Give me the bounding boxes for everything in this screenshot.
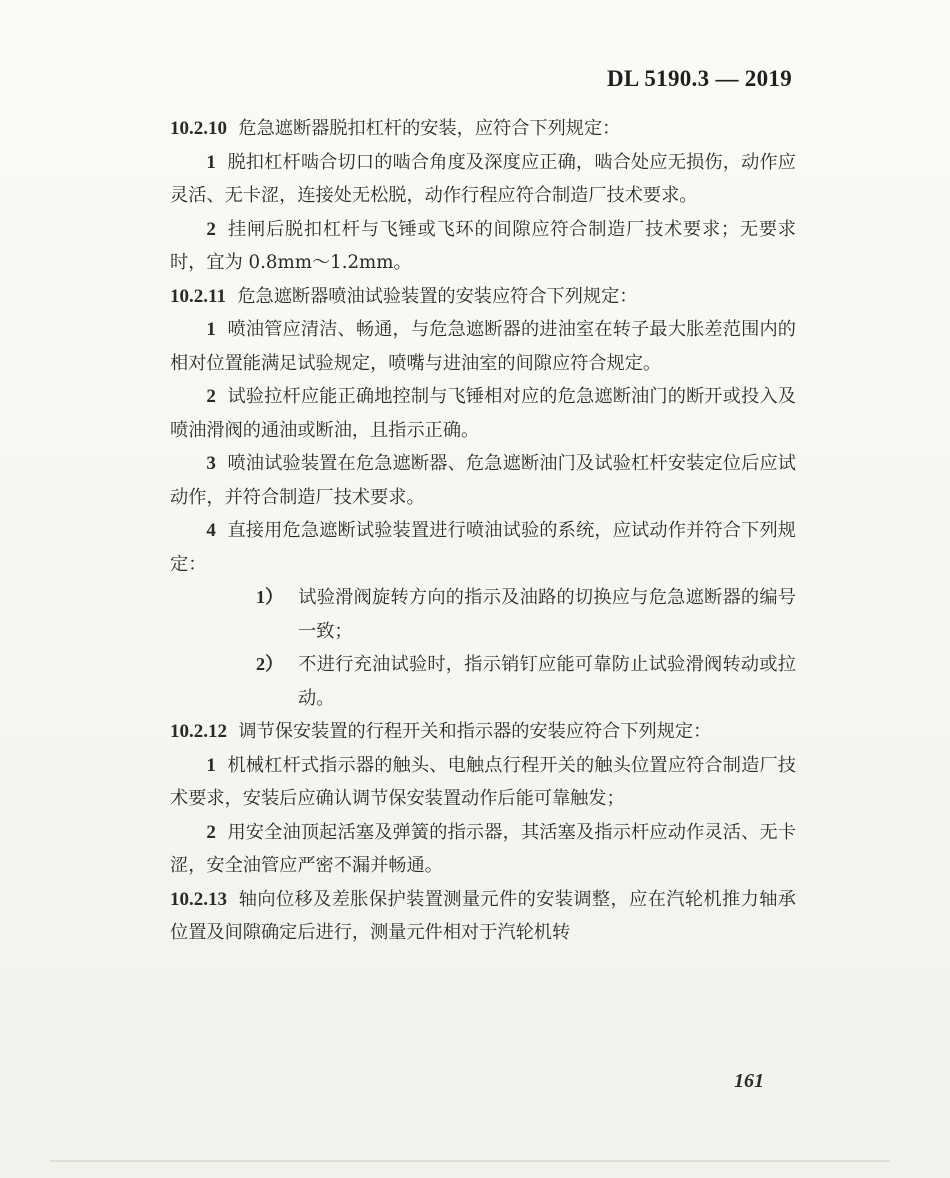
item-number: 1 [206, 151, 216, 173]
document-body [170, 112, 796, 950]
sub-item-number: 1） [256, 587, 284, 607]
item-text: 挂闸后脱扣杠杆与飞锤或飞环的间隙应符合制造厂技术要求；无要求时，宜为 0.8mm～1.2mm。 [170, 218, 796, 273]
clause-text: 轴向位移及差胀保护装置测量元件的安装调整，应在汽轮机推力轴承位置及间隙确定后进行，测量元件相对于汽轮机转 [170, 888, 796, 943]
clause-number: 10.2.13 [170, 888, 227, 910]
item-text: 试验拉杆应能正确地控制与飞锤相对应的危急遮断油门的断开或投入及喷油滑阀的通油或断油，且指示正确。 [170, 386, 796, 441]
clause-number: 10.2.11 [170, 285, 226, 307]
clause-number: 10.2.10 [170, 118, 227, 139]
item-number: 3 [206, 453, 216, 474]
standard-code-header: DL 5190.3 — 2019 [607, 66, 792, 91]
clause-item [170, 313, 796, 380]
item-text: 脱扣杠杆啮合切口的啮合角度及深度应正确，啮合处应无损伤，动作应灵活、无卡涩，连接处无松脱，动作行程应符合制造厂技术要求。 [170, 151, 796, 206]
clause-10-2-12 [170, 715, 796, 749]
clause-text: 危急遮断器喷油试验装置的安装应符合下列规定： [237, 285, 638, 307]
sub-item [256, 581, 796, 648]
item-number: 2 [206, 386, 216, 407]
clause-number: 10.2.12 [170, 721, 227, 742]
item-number: 2 [206, 218, 216, 240]
item-text: 机械杠杆式指示器的触头、电触点行程开关的触头位置应符合制造厂技术要求，安装后应确认调节保安装置动作后能可靠触发； [170, 754, 796, 809]
clause-text: 危急遮断器脱扣杠杆的安装，应符合下列规定： [238, 118, 621, 139]
item-text: 喷油试验装置在危急遮断器、危急遮断油门及试验杠杆安装定位后应试动作，并符合制造厂技术要求。 [170, 453, 796, 508]
item-number: 1 [206, 754, 216, 776]
clause-item [170, 380, 796, 447]
item-text: 用安全油顶起活塞及弹簧的指示器，其活塞及指示杆应动作灵活、无卡涩，安全油管应严密不漏并畅通。 [170, 821, 796, 876]
clause-10-2-11 [170, 280, 796, 314]
clause-text: 调节保安装置的行程开关和指示器的安装应符合下列规定： [238, 721, 712, 742]
sub-item-number: 2） [256, 654, 284, 674]
item-text: 直接用危急遮断试验装置进行喷油试验的系统，应试动作并符合下列规定： [170, 520, 796, 575]
sub-item-text: 试验滑阀旋转方向的指示及油路的切换应与危急遮断器的编号一致； [298, 587, 796, 642]
sub-item-text: 不进行充油试验时，指示销钉应能可靠防止试验滑阀转动或拉动。 [298, 654, 796, 709]
sub-item [256, 648, 796, 715]
clause-item [170, 749, 796, 816]
item-number: 2 [206, 821, 216, 843]
clause-item [170, 146, 796, 213]
clause-10-2-13 [170, 883, 796, 950]
clause-10-2-10 [170, 112, 796, 146]
clause-item [170, 514, 796, 581]
clause-item [170, 816, 796, 883]
clause-item [170, 447, 796, 514]
clause-item [170, 213, 796, 280]
item-number: 1 [206, 319, 216, 340]
page-number: 161 [734, 1070, 764, 1092]
page-edge-divider [50, 1160, 890, 1162]
item-number: 4 [206, 520, 216, 541]
item-text: 喷油管应清洁、畅通，与危急遮断器的进油室在转子最大胀差范围内的相对位置能满足试验规定，喷嘴与进油室的间隙应符合规定。 [170, 319, 796, 374]
